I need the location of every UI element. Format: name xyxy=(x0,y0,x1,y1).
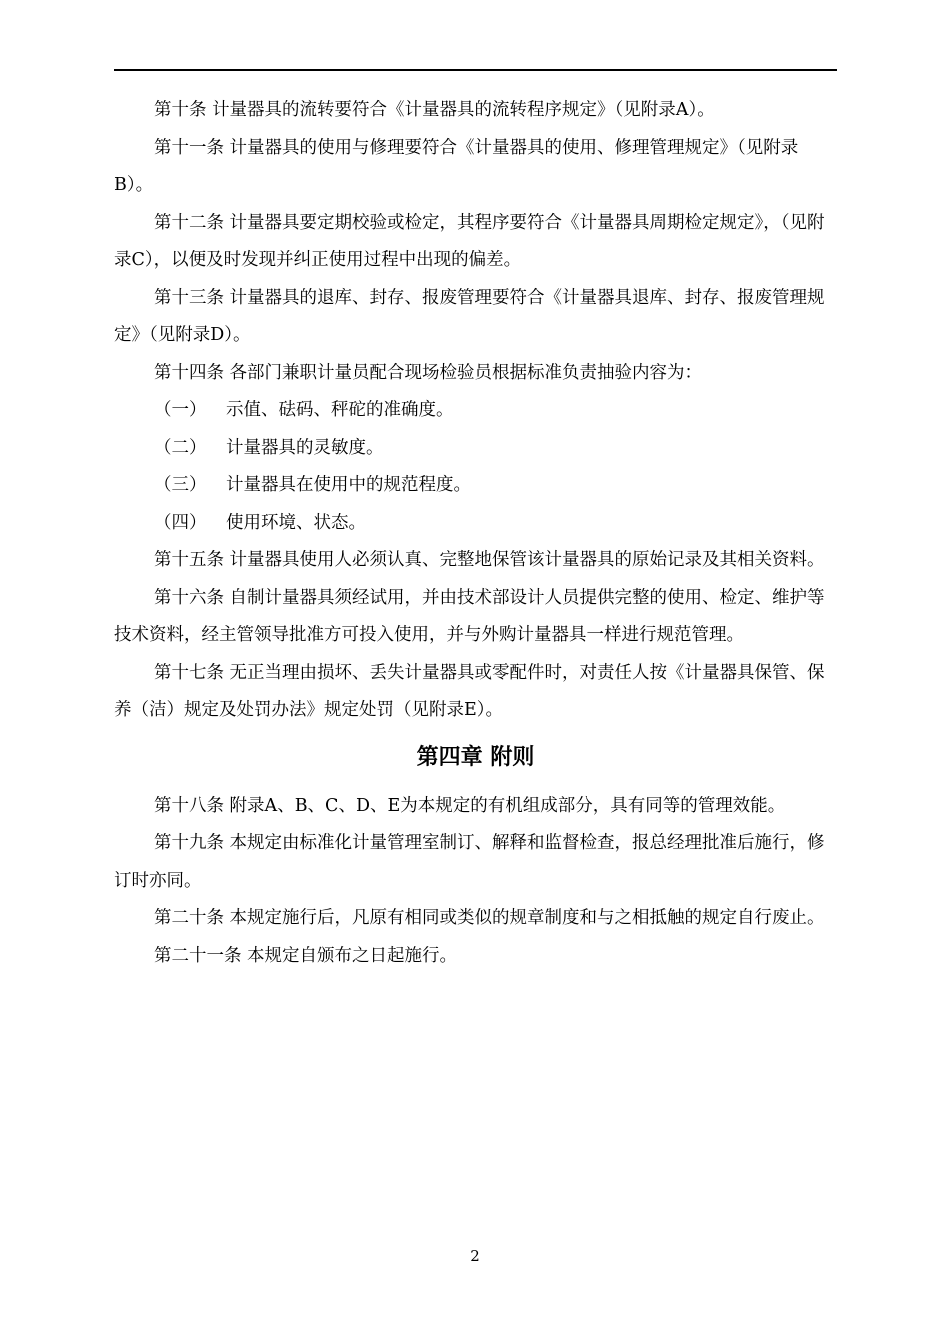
article-11: 第十一条 计量器具的使用与修理要符合《计量器具的使用、修理管理规定》（见附录B）。 xyxy=(114,137,799,195)
sub-item xyxy=(114,505,837,543)
article-16: 第十六条 自制计量器具须经试用，并由技术部设计人员提供完整的使用、检定、维护等技术资料，经主管领导批准方可投入使用，并与外购计量器具一样进行规范管理。 xyxy=(114,587,825,645)
article-13: 第十三条 计量器具的退库、封存、报废管理要符合《计量器具退库、封存、报废管理规定》（见附录D）。 xyxy=(114,287,825,345)
header-rule xyxy=(114,69,837,71)
sub-item-text: 示值、砝码、秤砣的准确度。 xyxy=(226,400,454,420)
article-19: 第十九条 本规定由标准化计量管理室制订、解释和监督检查，报总经理批准后施行，修订时亦同。 xyxy=(114,833,825,891)
article-17: 第十七条 无正当理由损坏、丢失计量器具或零配件时，对责任人按《计量器具保管、保养（洁）规定及处罚办法》规定处罚（见附录E）。 xyxy=(114,662,825,720)
sub-item-number: （一） xyxy=(154,400,207,420)
article-14: 第十四条 各部门兼职计量员配合现场检验员根据标准负责抽验内容为： xyxy=(154,362,703,383)
document-body xyxy=(114,92,837,975)
sub-item-number: （二） xyxy=(154,437,207,458)
article-15: 第十五条 计量器具使用人必须认真、完整地保管该计量器具的原始记录及其相关资料。 xyxy=(154,550,825,570)
sub-item-text: 计量器具在使用中的规范程度。 xyxy=(226,475,471,495)
sub-item xyxy=(114,467,837,505)
article-12: 第十二条 计量器具要定期校验或检定，其程序要符合《计量器具周期检定规定》，（见附录C），以便及时发现并纠正使用过程中出现的偏差。 xyxy=(114,212,825,270)
article-20: 第二十条 本规定施行后，凡原有相同或类似的规章制度和与之相抵触的规定自行废止。 xyxy=(154,908,825,928)
sub-item xyxy=(114,430,837,468)
sub-item xyxy=(114,392,837,430)
sub-item-text: 使用环境、状态。 xyxy=(226,512,366,533)
sub-item-number: （三） xyxy=(154,475,207,495)
article-10: 第十条 计量器具的流转要符合《计量器具的流转程序规定》（见附录A）。 xyxy=(154,100,715,120)
sub-item-number: （四） xyxy=(154,512,207,533)
page-number: 2 xyxy=(470,1247,480,1265)
sub-item-text: 计量器具的灵敏度。 xyxy=(226,437,384,458)
article-21: 第二十一条 本规定自颁布之日起施行。 xyxy=(154,945,458,966)
chapter-heading: 第四章 附则 xyxy=(416,744,535,770)
article-18: 第十八条 附录A、B、C、D、E为本规定的有机组成部分，具有同等的管理效能。 xyxy=(154,795,786,816)
